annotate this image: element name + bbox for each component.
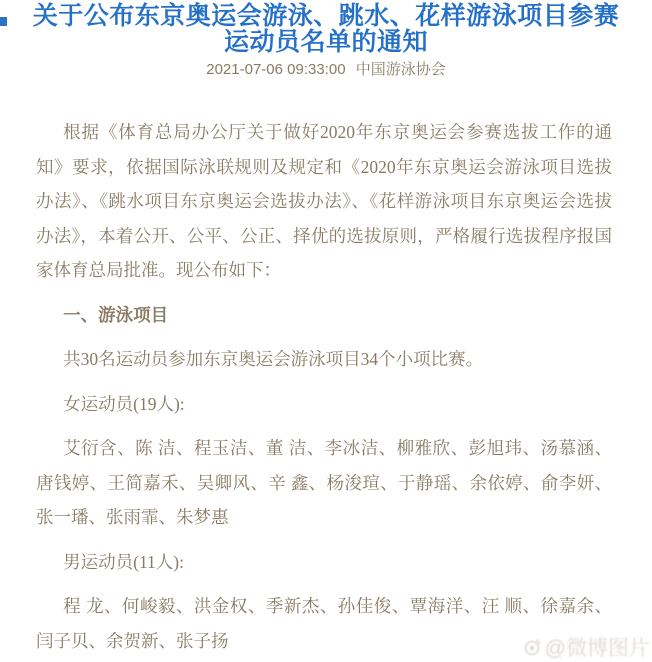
edge-artifact — [0, 17, 7, 26]
source-name: 中国游泳协会 — [355, 61, 446, 78]
notice-page — [0, 3, 652, 660]
page-title: 关于公布东京奥运会游泳、跳水、花样游泳项目参赛运动员名单的通知 — [32, 3, 620, 56]
intro-paragraph: 根据《体育总局办公厅关于做好2020年东京奥运会参赛选拔工作的通知》要求，依据国际泳联规则及规定和《2020年东京奥运会游泳项目选拔办法》、《跳水项目东京奥运会选拔办法》、《花样游泳项目东京奥运会选拔办法》，本着公开、公平、公正、择优的选拔原则，严格履行选拔程序报国家体育总局批准。现公布如下： — [36, 122, 612, 280]
men-athletes-label: 男运动员(11人): — [63, 551, 184, 572]
weibo-eye-icon — [522, 637, 542, 657]
meta-line — [0, 61, 652, 79]
section-heading-swimming: 一、游泳项目 — [63, 304, 169, 325]
publish-date: 2021-07-06 09:33:00 — [206, 61, 346, 78]
watermark-text: @微博图片 — [544, 637, 650, 660]
weibo-watermark — [522, 632, 650, 662]
women-athletes-label: 女运动员(19人): — [63, 393, 185, 414]
article-body — [0, 115, 652, 658]
women-athletes-list: 艾衍含、陈 洁、程玉洁、董 洁、李冰洁、柳雅欣、彭旭玮、汤慕涵、唐钱婷、王简嘉禾、吴卿风、辛 鑫、杨浚瑄、于静瑶、余依婷、俞李妍、张一璠、张雨霏、朱梦惠 — [36, 438, 612, 527]
men-athletes-list: 程 龙、何峻毅、洪金权、季新杰、孙佳俊、覃海洋、汪 顺、徐嘉余、闫子贝、余贺新、张子扬 — [36, 596, 612, 651]
swim-summary: 共30名运动员参加东京奥运会游泳项目34个小项比赛。 — [63, 349, 484, 369]
